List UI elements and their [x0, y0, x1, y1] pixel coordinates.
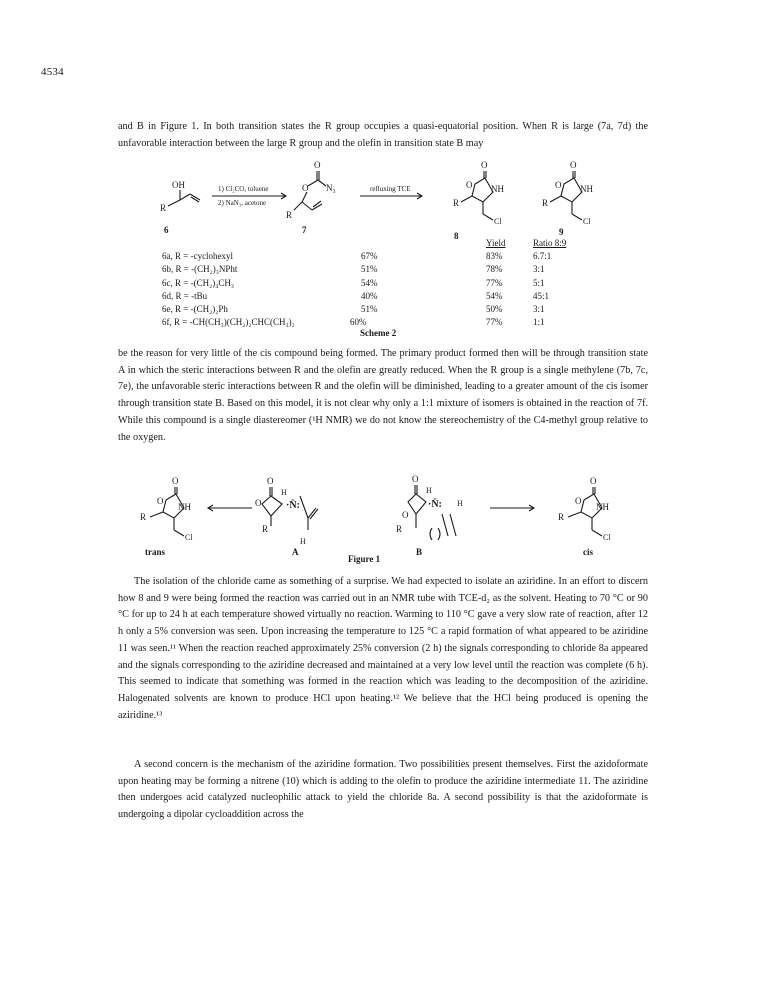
table-compound-column [162, 250, 295, 330]
svg-text:H: H [300, 537, 306, 546]
table-row-yield7: 40% [361, 290, 378, 301]
atom-o-7a: O [314, 160, 321, 170]
compound-8-label: 8 [454, 231, 459, 241]
table-header-ratio: Ratio 8:9 [533, 238, 567, 248]
compound-7-label: 7 [302, 225, 307, 235]
table-row-yield: 54% [486, 290, 503, 301]
svg-text:O: O [172, 476, 179, 486]
svg-text:O: O [402, 510, 409, 520]
scheme-2-drawing [150, 158, 630, 240]
svg-text:·N̈:: ·N̈: [286, 500, 300, 511]
table-row-yield: 78% [486, 264, 503, 275]
atom-cl-8: Cl [494, 217, 502, 226]
svg-text:O: O [157, 496, 164, 506]
table-row-ratio: 45:1 [533, 290, 550, 301]
svg-text:R: R [396, 524, 403, 534]
table-yield-column [486, 250, 503, 330]
svg-text:H: H [281, 488, 287, 497]
atom-nh-9: NH [580, 184, 593, 194]
reagent-1: 1) Cl₂CO, toluene [218, 185, 269, 193]
table-row-compound: 6f, R = -CH(CH₃)(CH₂)₂CHC(CH₃)₂ [162, 317, 295, 328]
paragraph-1: and B in Figure 1. In both transition states the R group occupies a quasi-equatorial position. When R is large (7a, 7d) the unfavorable interaction between the large R group and the olefin in transition state B may [118, 121, 648, 149]
compound-9-label: 9 [559, 227, 564, 237]
atom-n3: N₃ [326, 183, 336, 193]
table-row-yield: 77% [486, 277, 503, 288]
table-row-compound: 6a, R = -cyclohexyl [162, 251, 234, 261]
table-row-ratio: 3:1 [533, 264, 545, 275]
reagent-2: 2) NaN₃, acetone [218, 199, 267, 207]
table-row-ratio: 5:1 [533, 277, 545, 288]
atom-o-8b: O [466, 180, 473, 190]
table-row-yield: 50% [486, 304, 503, 315]
table-row-yield7: 54% [361, 277, 378, 288]
svg-text:O: O [590, 476, 597, 486]
table-row-yield7: 60% [350, 317, 367, 328]
figure-label-a: A [292, 547, 299, 557]
svg-text:Cl: Cl [603, 533, 611, 542]
figure-1-drawing [130, 474, 630, 556]
svg-text:Cl: Cl [185, 533, 193, 542]
svg-text:H: H [457, 499, 463, 508]
table-header-yield: Yield [486, 238, 506, 248]
table-ratio-column [533, 250, 551, 330]
table-row-yield: 83% [486, 251, 503, 261]
figure-label-b: B [416, 547, 423, 557]
table-row-yield7: 51% [361, 304, 378, 315]
page-number: 4534 [41, 66, 64, 78]
svg-text:O: O [412, 474, 419, 484]
svg-text:O: O [255, 498, 262, 508]
table-yield7-column [350, 250, 378, 330]
figure-label-trans: trans [145, 547, 165, 557]
table-row-yield: 77% [486, 317, 503, 328]
svg-text:O: O [575, 496, 582, 506]
figure-label-cis: cis [583, 547, 593, 557]
table-row-compound: 6d, R = -tBu [162, 290, 208, 301]
compound-6-label: 6 [164, 225, 169, 235]
scheme-caption: Scheme 2 [360, 328, 397, 338]
atom-r-6: R [160, 203, 167, 213]
table-row-compound: 6e, R = -(CH₂)₂Ph [162, 304, 228, 315]
svg-text:R: R [262, 524, 269, 534]
paragraph-4: A second concern is the mechanism of the aziridine formation. Two possibilities present themselves. First the azidoformate upon heating may be forming a nitrene (10) which is adding to the olefin to produce the aziridine intermediate 11. The aziridine then undergoes acid catalyzed nucleophilic attack to yield the chloride 8a. A second possibility is that the azidoformate is undergoing a dipolar cycloaddition across the [118, 759, 648, 821]
atom-r-9: R [542, 198, 549, 208]
table-row-yield7: 51% [361, 264, 378, 275]
atom-o-7b: O [302, 183, 309, 193]
atom-r-7: R [286, 210, 293, 220]
atom-oh: OH [172, 180, 185, 190]
atom-nh-8: NH [491, 184, 504, 194]
svg-text:H: H [426, 486, 432, 495]
svg-text:·N̈:: ·N̈: [428, 499, 442, 510]
svg-text:R: R [558, 512, 565, 522]
table-row-compound: 6b, R = -(CH₂)₃NPht [162, 264, 238, 275]
table-row-ratio: 3:1 [533, 304, 545, 315]
figure-caption: Figure 1 [348, 554, 381, 564]
atom-o-9b: O [555, 180, 562, 190]
svg-text:R: R [140, 512, 147, 522]
atom-o-9a: O [570, 160, 577, 170]
atom-o-8a: O [481, 160, 488, 170]
svg-text:NH: NH [178, 502, 191, 512]
atom-r-8: R [453, 198, 460, 208]
table-row-compound: 6c, R = -(CH₂)₄CH₃ [162, 277, 234, 288]
paragraph-3: The isolation of the chloride came as something of a surprise. We had expected to isolate an aziridine. In an effort to discern how 8 and 9 were being formed the reaction was carried out in an NMR tube with TCE-d₂ as the solvent. Heating to 70 °C or 90 °C for up to 24 h at each temperature showed virtually no reaction. Warming to 110 °C gave a very slow rate of reaction, after 12 h only a 5% conversion was seen. Upon increasing the temperature to 125 °C a rapid formation of what appeared to be aziridine 11 was seen.¹¹ When the reaction reached approximately 25% conversion (2 h) the signals corresponding to chloride 8a appeared and the signals corresponding to the aziridine decreased and maintained at a very low level until the reaction was complete (6 h). This seemed to indicate that something was formed in the reaction which was leading to the decomposition of the aziridine. Halogenated solvents are known to produce HCl upon heating.¹² We believe that the HCl being produced is opening the aziridine.¹³ [118, 576, 648, 721]
svg-text:O: O [267, 476, 274, 486]
table-row-yield7: 67% [361, 251, 378, 261]
paragraph-2: be the reason for very little of the cis compound being formed. The primary product formed then will be through transition state A in which the steric interactions between R and the olefin are greatly reduced. When the R group is a single methylene (7b, 7c, 7e), the unfavorable steric interactions between R and the olefin will be diminished, leading to a greater amount of the cis isomer through transition state B. Based on this model, it is not clear why only a 1:1 mixture of isomers is obtained in the reaction of 7f. While this compound is a single diastereomer (¹H NMR) we do not know the stereochemistry of the C4-methyl group relative to the oxygen. [118, 348, 648, 443]
table-row-ratio: 6.7:1 [533, 251, 552, 261]
svg-text:NH: NH [596, 502, 609, 512]
atom-cl-9: Cl [583, 217, 591, 226]
table-row-ratio: 1:1 [533, 317, 545, 328]
reagent-3: refluxing TCE [370, 185, 411, 193]
